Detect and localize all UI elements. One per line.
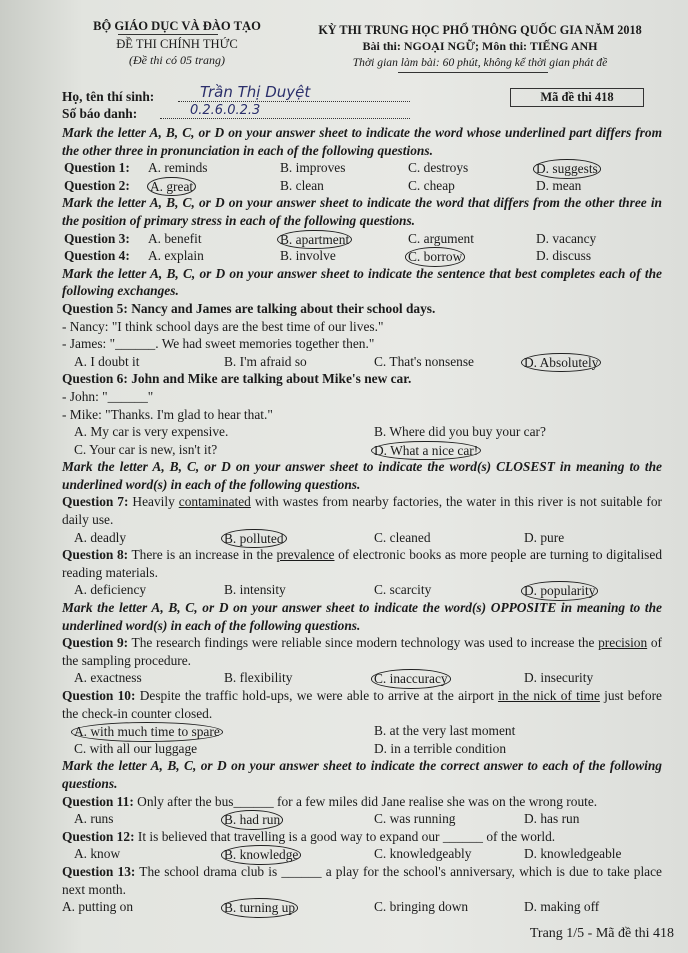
q12-option-b: B. knowledge (221, 845, 301, 865)
q2-option-b: B. clean (280, 177, 324, 193)
q13-text: The school drama club is ______ a play for the school's anniversary, which is due to take place next month. (62, 863, 662, 897)
q5-option-b: B. I'm afraid so (224, 353, 307, 369)
q3-option-d: D. vacancy (536, 230, 597, 246)
q10-option-a: A. with much time to spare (71, 722, 223, 742)
q8-options (62, 581, 662, 599)
q6-option-b: B. Where did you buy your car? (374, 424, 546, 440)
q9-option-a: A. exactness (74, 670, 142, 686)
q7-option-c: C. cleaned (374, 529, 431, 545)
q13-option-d: D. making off (524, 899, 600, 915)
q3-label: Question 3: (64, 230, 130, 246)
q1-option-c: C. destroys (408, 160, 469, 176)
q4-option-d: D. discuss (536, 248, 592, 264)
q11-text: Only after the bus______ for a few miles did Jane realise she was on the wrong route. (133, 793, 598, 809)
q7-label: Question 7: (62, 494, 129, 510)
q6-option-c: C. Your car is new, isn't it? (74, 441, 218, 457)
page-footer: Trang 1/5 - Mã đề thi 418 (529, 926, 674, 942)
q13-stem (62, 863, 662, 898)
section5-instruction: Mark the letter A, B, C, or D on your answer sheet to indicate the word(s) OPPOSITE in meaning to the underlined word(s) in each of the following questions. (62, 600, 662, 633)
q9-label: Question 9: (62, 635, 129, 651)
exam-time: Thời gian làm bài: 60 phút, không kể thời gian phát đề (352, 56, 608, 69)
exam-code: Mã đề thi 418 (510, 88, 644, 107)
q9-option-c: C. inaccuracy (371, 669, 451, 689)
q7-option-d: D. pure (524, 529, 565, 545)
q5-stem: Question 5: Nancy and James are talking about their school days. (62, 300, 436, 316)
q9-options (62, 669, 662, 687)
q10-text-pre: Despite the traffic hold-ups, we were able to arrive at the airport (135, 688, 499, 703)
q6-option-d: D. What a nice car! (371, 441, 481, 461)
q12-option-c: C. knowledgeably (374, 846, 472, 862)
q1-option-d: D. suggests (533, 159, 601, 179)
q9-text-pre: The research findings were reliable since modern technology was used to increase the (128, 635, 599, 651)
q12-option-a: A. know (74, 846, 121, 862)
q8-option-a: A. deficiency (74, 582, 147, 598)
ministry-name: BỘ GIÁO DỤC VÀ ĐÀO TẠO (93, 19, 261, 33)
q13-option-c: C. bringing down (374, 899, 469, 915)
q5-option-d: D. Absolutely (521, 353, 601, 373)
q11-option-b: B. had run (221, 810, 283, 830)
q4-option-a: A. explain (148, 248, 204, 264)
q7-underlined: contaminated (178, 494, 251, 510)
q11-options (62, 810, 662, 828)
q11-option-c: C. was running (374, 811, 456, 827)
q9-option-b: B. flexibility (224, 670, 293, 686)
q10-label: Question 10: (62, 688, 136, 703)
q10-option-d: D. in a terrible condition (374, 740, 507, 756)
q3-option-a: A. benefit (148, 230, 202, 246)
page-count: (Đề thi có 05 trang) (129, 53, 225, 67)
q1-label: Question 1: (64, 160, 130, 176)
q5-line-1: - Nancy: "I think school days are the best time of our lives." (62, 318, 384, 334)
q8-option-d: D. popularity (521, 581, 598, 601)
q6-stem: Question 6: John and Mike are talking about Mike's new car. (62, 371, 412, 387)
id-value: 0.2.6.0.2.3 (190, 103, 261, 118)
q8-underlined: prevalence (276, 547, 335, 563)
q3-option-c: C. argument (408, 230, 474, 246)
q11-stem (62, 793, 662, 811)
q11-label: Question 11: (62, 793, 134, 809)
q5-options (62, 353, 662, 371)
q12-options (62, 845, 662, 863)
q10-stem (62, 687, 662, 722)
question-3 (62, 230, 662, 248)
q8-option-c: C. scarcity (374, 582, 432, 598)
q5-line-2: - James: "______. We had sweet memories together then." (62, 336, 375, 352)
q6-option-a: A. My car is very expensive. (74, 424, 229, 440)
q4-label: Question 4: (64, 248, 130, 264)
question-4 (62, 247, 662, 265)
section2-instruction: Mark the letter A, B, C, or D on your answer sheet to indicate the word that differs from the other three in the position of primary stress in each of the following questions. (62, 195, 662, 228)
q9-underlined: precision (598, 635, 648, 651)
q13-option-a: A. putting on (62, 899, 134, 915)
q8-option-b: B. intensity (224, 582, 286, 598)
section6-instruction: Mark the letter A, B, C, or D on your answer sheet to indicate the correct answer to each of the following questions. (62, 758, 662, 791)
q10-options-row1 (62, 722, 662, 740)
q12-option-d: D. knowledgeable (524, 846, 622, 862)
q5-option-c: C. That's nonsense (374, 353, 474, 369)
q6-options-row2 (62, 441, 662, 459)
q7-option-a: A. deadly (74, 529, 127, 545)
q11-option-d: D. has run (524, 811, 580, 827)
q7-text-post: with wastes from nearby factories, the water in this river is not suitable for daily use. (62, 494, 662, 528)
q12-stem (62, 828, 662, 846)
q6-line-1: - John: "______" (62, 388, 154, 404)
q8-text-post: of electronic books as more people are turning to digitalised reading materials. (62, 547, 663, 580)
q2-label: Question 2: (64, 177, 130, 193)
q4-option-b: B. involve (280, 248, 336, 264)
q4-option-c: C. borrow (405, 247, 465, 267)
exam-body (62, 124, 662, 916)
q12-text: It is believed that travelling is a good way to expand our ______ of the world. (134, 828, 556, 844)
q12-label: Question 12: (62, 828, 135, 844)
q2-option-a: A. great (147, 177, 196, 197)
q9-option-d: D. insecurity (524, 670, 594, 686)
q5-option-a: A. I doubt it (74, 353, 140, 369)
exam-subject: Bài thi: NGOẠI NGỮ; Môn thi: TIẾNG ANH (362, 39, 598, 53)
q11-option-a: A. runs (74, 811, 114, 827)
q10-options-row2 (62, 740, 662, 758)
q8-label: Question 8: (62, 547, 129, 563)
q1-option-a: A. reminds (148, 160, 208, 176)
header-rule-right (398, 72, 548, 73)
q2-option-d: D. mean (536, 177, 582, 193)
section3-instruction: Mark the letter A, B, C, or D on your answer sheet to indicate the sentence that best completes each of the following exchanges. (62, 265, 662, 299)
q7-options (62, 529, 662, 547)
q7-option-b: B. polluted (221, 529, 287, 549)
q2-option-c: C. cheap (408, 177, 455, 193)
name-value: Trần Thị Duyệt (200, 83, 311, 101)
q7-stem (62, 493, 662, 528)
q6-line-2: - Mike: "Thanks. I'm glad to hear that." (62, 406, 273, 422)
id-label: Số báo danh: (62, 106, 138, 121)
q10-underlined: in the nick of time (498, 688, 600, 703)
q10-option-b: B. at the very last moment (374, 723, 516, 739)
q6-options-row1 (62, 423, 662, 441)
section4-instruction: Mark the letter A, B, C, or D on your answer sheet to indicate the word(s) CLOSEST in meaning to the underlined word(s) in each of the following questions. (62, 459, 662, 492)
exam-header (60, 18, 648, 78)
header-rule-left (118, 34, 218, 35)
q1-option-b: B. improves (280, 160, 346, 176)
name-label: Họ, tên thí sinh: (62, 89, 155, 104)
q9-text-post: of the sampling procedure. (62, 635, 662, 668)
question-1 (62, 159, 662, 177)
q8-stem (62, 546, 662, 581)
q13-options (62, 898, 662, 916)
q10-option-c: C. with all our luggage (74, 740, 198, 756)
id-field (160, 101, 410, 119)
official-label: ĐỀ THI CHÍNH THỨC (116, 37, 238, 51)
question-2 (62, 177, 662, 195)
q9-stem (62, 634, 662, 669)
q7-text-pre: Heavily (128, 494, 179, 510)
q13-label: Question 13: (62, 863, 136, 879)
exam-title: KỲ THI TRUNG HỌC PHỔ THÔNG QUỐC GIA NĂM 2018 (318, 23, 642, 37)
section1-instruction: Mark the letter A, B, C, or D on your answer sheet to indicate the word whose underlined part differs from the other three in pronunciation in each of the following questions. (62, 125, 662, 158)
q10-text-post: just before the check-in counter closed. (62, 688, 662, 721)
name-field (178, 84, 410, 102)
q8-text-pre: There is an increase in the (128, 547, 277, 563)
q13-option-b: B. turning up (221, 898, 298, 918)
q3-option-b: B. apartment (277, 230, 352, 250)
